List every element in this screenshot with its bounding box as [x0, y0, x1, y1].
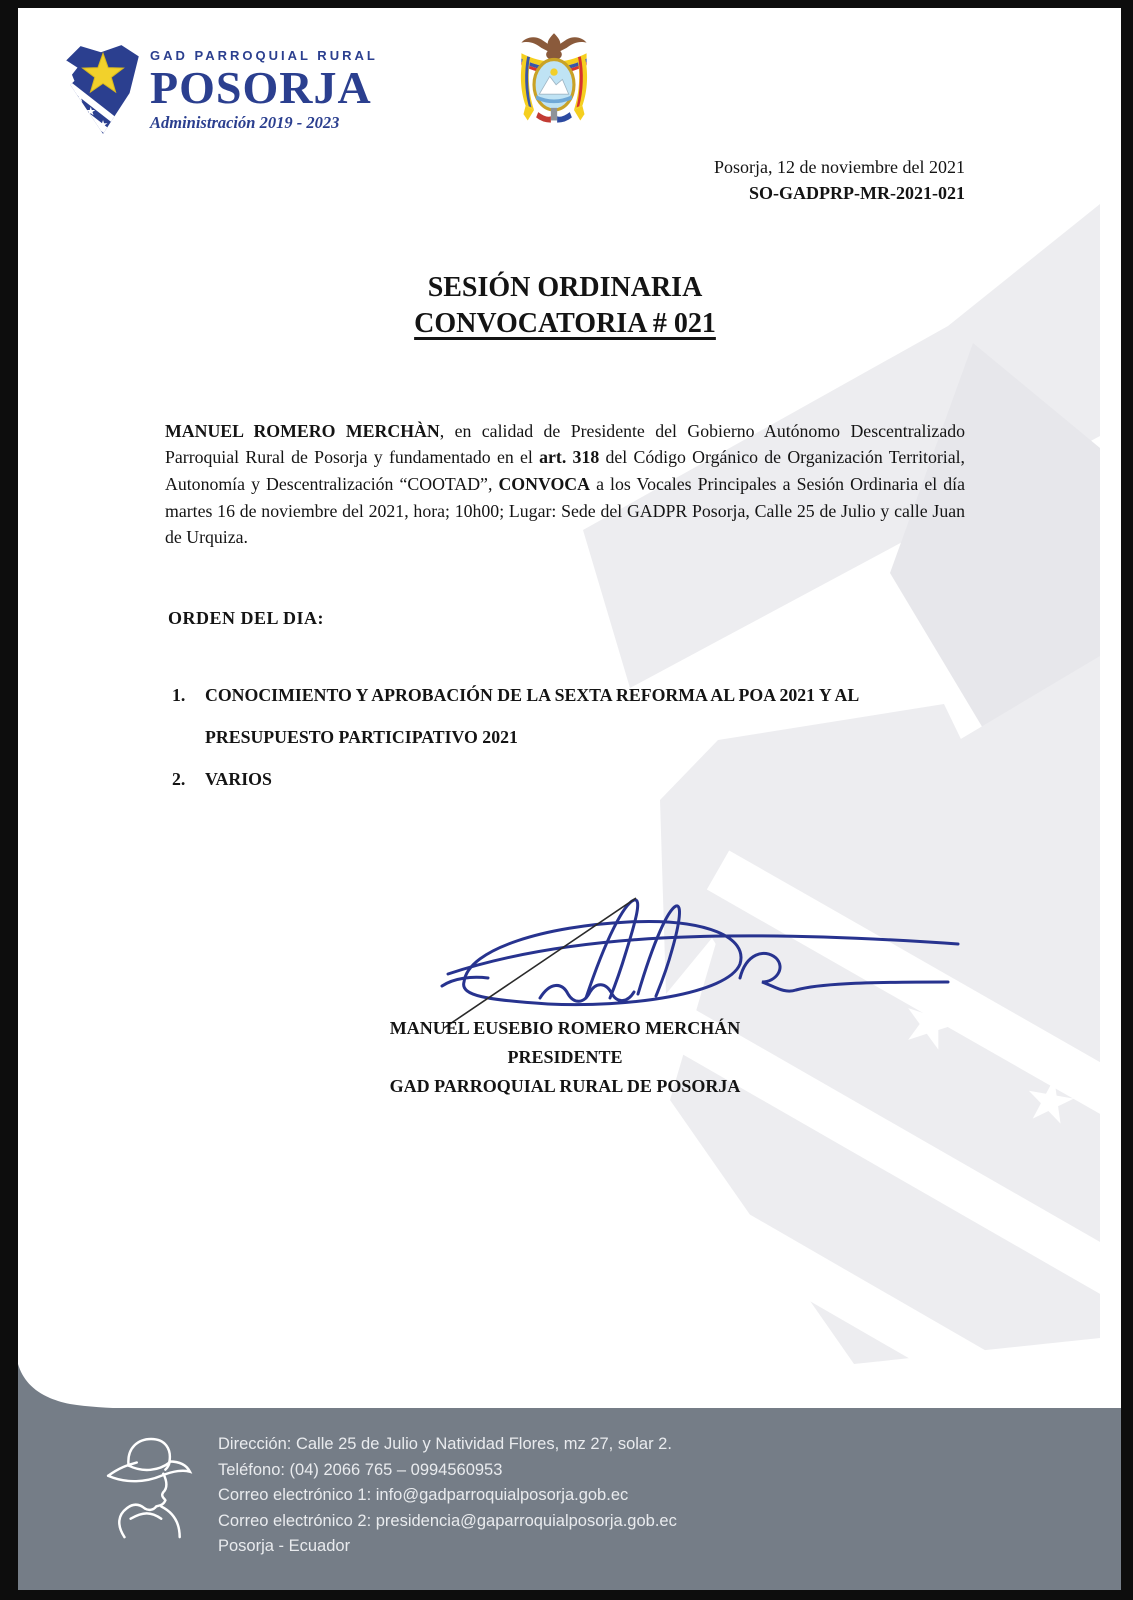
convocation-paragraph: [165, 418, 965, 551]
paragraph-text: a los Vocales Principales a Sesión Ordinaria el día martes 16 de noviembre del 2021, hora; 10h00; Lugar: Sede del GADPR Posorja, Calle 25 de Julio y calle Juan de Urquiza.: [165, 473, 965, 548]
title-line2: CONVOCATORIA # 021: [414, 308, 716, 339]
agenda-item-number: 2.: [172, 769, 186, 789]
agenda-item: [172, 674, 966, 758]
footer-address: Dirección: Calle 25 de Julio y Natividad Flores, mz 27, solar 2.: [218, 1435, 672, 1453]
convoca-word: CONVOCA: [498, 473, 590, 494]
date-reference-block: [165, 154, 965, 206]
footer-location: Posorja - Ecuador: [218, 1537, 351, 1555]
paragraph-text: , en calidad de Presidente del Gobierno Autónomo Descentralizado Parroquial Rural de Posorja y fundamentado en el: [165, 420, 965, 468]
paragraph-text: del Código Orgánico de Organización Territorial, Autonomía y Descentralización “COOTAD”,: [165, 447, 965, 494]
footer-phone: Teléfono: (04) 2066 765 – 0994560953: [218, 1460, 503, 1479]
date-line: Posorja, 12 de noviembre del 2021: [714, 157, 965, 177]
document-sheet: [18, 8, 1121, 1590]
footer-email-2: Correo electrónico 2: presidencia@gaparroquialposorja.gob.ec: [218, 1511, 677, 1530]
signature-block: [165, 1014, 965, 1101]
logo-superline: GAD PARROQUIAL RURAL: [150, 48, 378, 63]
reference-number: SO-GADPRP-MR-2021-021: [749, 183, 965, 203]
signer-name: MANUEL EUSEBIO ROMERO MERCHÁN: [389, 1018, 741, 1038]
fisherman-icon: [102, 1430, 194, 1540]
agenda-item-text: VARIOS: [205, 769, 272, 789]
signer-name-inline: MANUEL ROMERO MERCHÀN: [165, 420, 440, 441]
logo-administration: Administración 2019 - 2023: [150, 113, 340, 132]
logo-name: POSORJA: [150, 62, 372, 113]
agenda-item-text: CONOCIMIENTO Y APROBACIÓN DE LA SEXTA REFORMA AL POA 2021 Y AL PRESUPUESTO PARTICIPATIVO 2021: [205, 685, 859, 747]
article-reference: art. 318: [539, 447, 600, 468]
signer-role: PRESIDENTE: [507, 1047, 623, 1067]
posorja-shield-icon: [62, 40, 142, 138]
posorja-logo: [62, 40, 378, 138]
agenda-heading: ORDEN DEL DIA:: [168, 608, 325, 628]
signer-organization: GAD PARROQUIAL RURAL DE POSORJA: [389, 1076, 741, 1096]
footer-contact-info: [218, 1432, 677, 1560]
agenda-item: [172, 758, 966, 800]
title-line1: SESIÓN ORDINARIA: [427, 272, 703, 303]
agenda-item-number: 1.: [172, 685, 186, 705]
footer-email-1: Correo electrónico 1: info@gadparroquialposorja.gob.ec: [218, 1486, 629, 1504]
ecuador-coat-of-arms-icon: [513, 30, 595, 130]
document-title: [165, 270, 965, 342]
agenda-list: [172, 674, 966, 800]
footer-curve: [18, 1362, 318, 1409]
footer-band: [18, 1408, 1121, 1590]
